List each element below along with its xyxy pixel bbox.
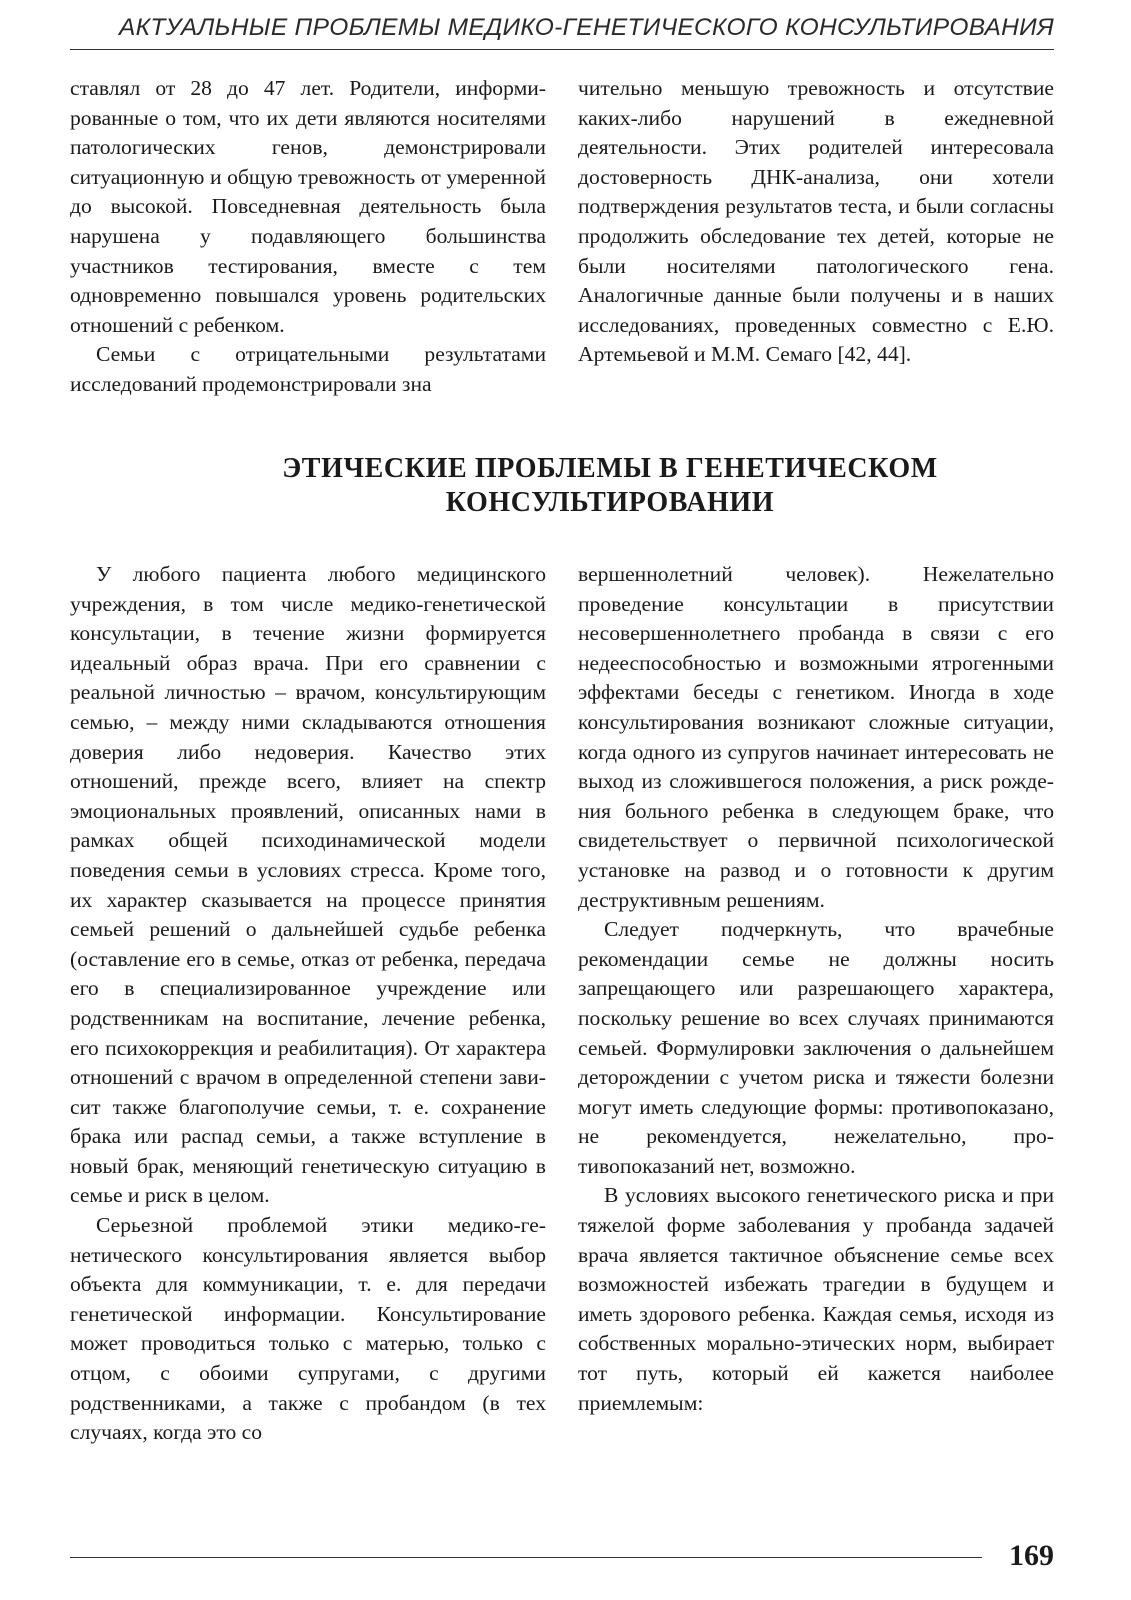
paragraph: ставлял от 28 до 47 лет. Родители, информированные о том, что их дети являются носителями патологических генов, демонстрировали ситуационную и общую тревожность от умеренной до высокой. Повседневная деятельность была нарушена у подавляющего большинства участников тестирования, вместе с тем одновременно повышался уровень родительских отношений с ребенком. bbox=[70, 76, 546, 337]
bottom-right-column bbox=[578, 560, 1054, 1418]
top-right-column bbox=[578, 74, 1054, 370]
section-heading-line-2: КОНСУЛЬТИРОВАНИИ bbox=[445, 487, 775, 518]
paragraph: Серьезной проблемой этики медико-генетического консультирования является выбор объекта для коммуникации, т. е. для передачи генетической информации. Консультирование может проводиться только с матерью, только с отцом, с обоими супругами, с другими родственниками, а также с пробандом (в тех случаях, когда это со bbox=[70, 1213, 546, 1445]
footer-rule bbox=[70, 1557, 982, 1558]
paragraph: Следует подчеркнуть, что врачебные рекомендации семье не должны носить запрещающего или разрешающего характера, поскольку решение во всех случаях принимаются семьей. Формулировки заключения о дальнейшем деторождении с учетом риска и тяжести болезни могут иметь следующие формы: противопоказано, не рекомендуется, нежелательно, противопоказаний нет, возможно. bbox=[578, 917, 1054, 1178]
page-number: 169 bbox=[1009, 1539, 1054, 1572]
paragraph: У любого пациента любого медицинского учреждения, в том числе медико-генетической консультации, в течение жизни формируется идеальный образ врача. При его сравнении с реальной личностью – врачом, консультирующим семью, – между ними складываются отношения доверия либо недоверия. Качество этих отношений, прежде всего, влияет на спектр эмоциональных проявлений, описанных нами в рамках общей психодинамической модели поведения семьи в условиях стресса. Кроме того, их характер сказывается на процессе принятия семьей решений о дальнейшей судьбе ребенка (оставление его в семье, отказ от ребенка, передача его в специализированное учреждение или родственникам на воспитание, лечение ребенка, его психокоррекция и реабилитация). От характера отношений с врачом в определенной степени зависит также благополучие семьи, т. е. сохранение брака или распад семьи, а также вступление в новый брак, меняющий генетическую ситуацию в семье и риск в целом. bbox=[70, 562, 546, 1208]
top-left-column bbox=[70, 74, 546, 400]
paragraph: В условиях высокого генетического риска и при тяжелой форме заболевания у пробанда задачей врача является тактичное объяснение семье всех возможностей избежать трагедии в будущем и иметь здорового ребенка. Каждая семья, исходя из собственных морально-этических норм, выбирает тот путь, который ей кажется наиболее приемлемым: bbox=[578, 1183, 1054, 1415]
paragraph: Семьи с отрицательными результатами исследований продемонстрировали зна bbox=[70, 342, 546, 396]
paragraph: вершеннолетний человек). Нежелательно проведение консультации в присутствии несовершеннолетнего пробанда в связи с его недееспособностью и возможными ятрогенными эффектами беседы с генетиком. Иногда в ходе консультирования возникают сложные ситуации, когда одного из супругов начинает интересовать не выход из сложившегося положения, а риск рождения больного ребенка в следующем браке, что свидетельствует о первичной психологической установке на развод и о готовности к другим деструктивным решениям. bbox=[578, 562, 1054, 912]
paragraph: чительно меньшую тревожность и отсутствие каких-либо нарушений в ежедневной деятельности. Этих родителей интересовала достоверность ДНК-анализа, они хотели подтверждения результатов теста, и были согласны продолжить обследование тех детей, которые не были носителями патологического гена. Аналогичные данные были получены и в наших исследованиях, проведенных совместно с Е.Ю. Артемьевой и М.М. Семаго [42, 44]. bbox=[578, 76, 1054, 367]
section-heading-line-1: ЭТИЧЕСКИЕ ПРОБЛЕМЫ В ГЕНЕТИЧЕСКОМ bbox=[282, 453, 938, 484]
bottom-left-column bbox=[70, 560, 546, 1448]
section-heading bbox=[160, 452, 1060, 520]
header-rule bbox=[70, 49, 1054, 50]
running-head: АКТУАЛЬНЫЕ ПРОБЛЕМЫ МЕДИКО-ГЕНЕТИЧЕСКОГО КОНСУЛЬТИРОВАНИЯ bbox=[119, 14, 1054, 41]
